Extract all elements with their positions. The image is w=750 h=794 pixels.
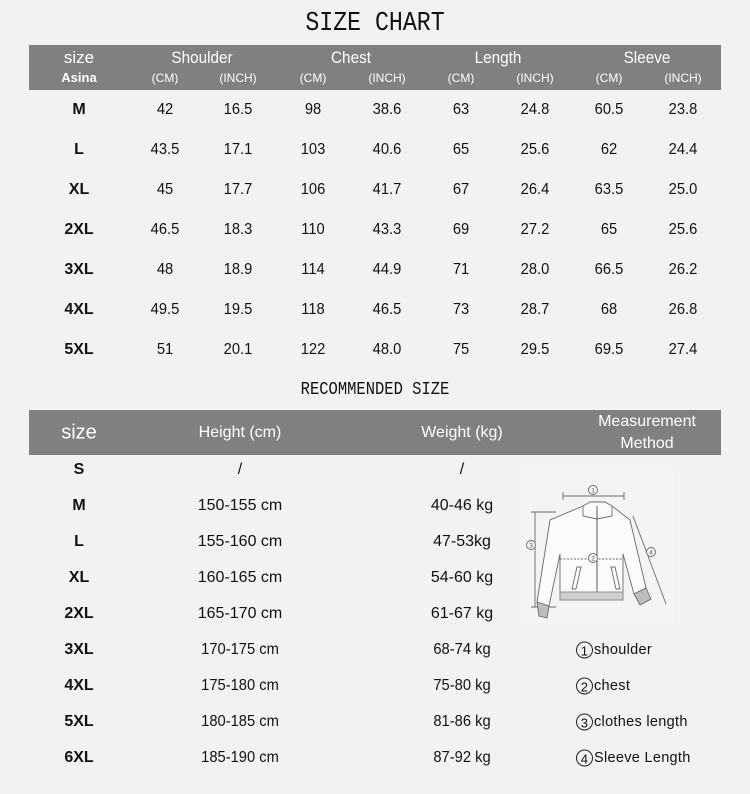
row-size: 4XL [64, 301, 94, 318]
cell-sleeve-inch: 26.8 [668, 301, 698, 318]
header-sleeve: Sleeve [623, 48, 671, 67]
cell-height: 180-185 cm [201, 713, 279, 730]
row-size: M [72, 497, 86, 514]
circled-number-2-icon: 2 [576, 678, 593, 695]
cell-chest-cm: 114 [301, 261, 325, 278]
legend-label: chest [594, 678, 631, 694]
cell-weight: 47-53kg [433, 533, 491, 550]
cell-sleeve-inch: 23.8 [668, 101, 698, 118]
cell-sleeve-cm: 60.5 [594, 101, 624, 118]
cell-weight: 40-46 kg [430, 497, 494, 514]
unit-shoulder-cm: (CM) [151, 71, 179, 85]
header-method-line1: Measurement [598, 413, 696, 430]
cell-sleeve-inch: 25.0 [668, 181, 698, 198]
header-length: Length [474, 48, 522, 67]
row-size: M [72, 101, 86, 118]
cell-shoulder-cm: 43.5 [150, 141, 180, 158]
header-brand: Asina [61, 70, 97, 85]
cell-weight: 68-74 kg [433, 641, 491, 658]
cell-sleeve-inch: 27.4 [668, 341, 698, 358]
cell-chest-inch: 48.0 [372, 341, 402, 358]
header-method-line2: Method [620, 435, 674, 452]
cell-height: / [237, 461, 243, 478]
cell-height: 185-190 cm [201, 749, 279, 766]
legend-label: shoulder [594, 642, 653, 658]
cell-chest-inch: 43.3 [372, 221, 402, 238]
header-size: size [63, 48, 95, 67]
cell-sleeve-cm: 69.5 [594, 341, 624, 358]
cell-length-cm: 63 [452, 101, 470, 118]
cell-length-inch: 25.6 [520, 141, 550, 158]
cell-height: 155-160 cm [197, 533, 283, 550]
row-size: 3XL [64, 261, 94, 278]
row-size: 2XL [64, 221, 94, 238]
row-size: 4XL [64, 677, 94, 694]
cell-chest-inch: 44.9 [372, 261, 402, 278]
cell-sleeve-cm: 68 [600, 301, 618, 318]
cell-chest-cm: 122 [300, 341, 326, 358]
row-size: S [73, 461, 85, 478]
cell-length-inch: 29.5 [520, 341, 550, 358]
cell-shoulder-inch: 16.5 [223, 101, 253, 118]
cell-sleeve-inch: 25.6 [668, 221, 698, 238]
cell-height: 160-165 cm [197, 569, 283, 586]
cell-chest-inch: 41.7 [372, 181, 402, 198]
cell-shoulder-inch: 20.1 [223, 341, 253, 358]
cell-height: 170-175 cm [201, 641, 279, 658]
legend-item-shoulder [576, 642, 652, 659]
jacket-measurement-diagram-icon [520, 470, 675, 625]
cell-chest-inch: 46.5 [372, 301, 402, 318]
svg-text:3: 3 [529, 542, 533, 550]
header-chest: Chest [331, 48, 371, 67]
svg-text:2: 2 [591, 555, 595, 563]
unit-shoulder-inch: (INCH) [219, 71, 257, 85]
legend-item-clothes-length [576, 714, 688, 731]
cell-shoulder-inch: 17.1 [223, 141, 253, 158]
unit-length-inch: (INCH) [516, 71, 554, 85]
cell-chest-inch: 40.6 [372, 141, 402, 158]
header-shoulder: Shoulder [171, 48, 233, 67]
svg-text:1: 1 [591, 487, 595, 495]
cell-shoulder-inch: 17.7 [223, 181, 253, 198]
cell-length-cm: 69 [452, 221, 470, 238]
unit-chest-inch: (INCH) [368, 71, 406, 85]
cell-sleeve-cm: 66.5 [594, 261, 624, 278]
cell-shoulder-inch: 18.9 [223, 261, 253, 278]
cell-shoulder-cm: 49.5 [150, 301, 180, 318]
cell-height: 165-170 cm [197, 605, 283, 622]
cell-sleeve-inch: 26.2 [668, 261, 698, 278]
recommended-size-title: RECOMMENDED SIZE [300, 380, 450, 400]
legend-label: Sleeve Length [594, 750, 691, 766]
cell-chest-inch: 38.6 [372, 101, 402, 118]
cell-weight: 54-60 kg [430, 569, 494, 586]
cell-weight: 87-92 kg [433, 749, 491, 766]
cell-weight: / [459, 461, 465, 478]
cell-chest-cm: 98 [304, 101, 322, 118]
row-size: XL [68, 569, 90, 586]
header-height: Height (cm) [198, 424, 282, 441]
cell-height: 175-180 cm [201, 677, 279, 694]
cell-sleeve-cm: 62 [600, 141, 618, 158]
cell-chest-cm: 103 [300, 141, 326, 158]
row-size: 5XL [64, 713, 94, 730]
unit-length-cm: (CM) [447, 71, 475, 85]
legend-item-chest [576, 678, 630, 695]
cell-shoulder-cm: 42 [156, 101, 174, 118]
legend-item-sleeve-length [576, 750, 691, 767]
circled-number-3-icon: 3 [576, 714, 593, 731]
row-size: 6XL [64, 749, 94, 766]
cell-shoulder-cm: 51 [156, 341, 174, 358]
cell-sleeve-inch: 24.4 [668, 141, 698, 158]
header-weight: Weight (kg) [421, 424, 503, 441]
cell-sleeve-cm: 65 [600, 221, 618, 238]
circled-number-1-icon: 1 [576, 642, 593, 659]
cell-chest-cm: 110 [301, 221, 325, 238]
cell-length-cm: 71 [452, 261, 470, 278]
cell-length-inch: 28.0 [520, 261, 550, 278]
cell-length-inch: 28.7 [520, 301, 550, 318]
cell-length-cm: 73 [452, 301, 470, 318]
circled-number-4-icon: 4 [576, 750, 593, 767]
cell-sleeve-cm: 63.5 [594, 181, 624, 198]
row-size: XL [68, 181, 90, 198]
row-size: L [74, 141, 84, 158]
svg-text:4: 4 [649, 549, 653, 557]
legend-label: clothes length [594, 714, 688, 730]
cell-length-cm: 65 [452, 141, 470, 158]
cell-shoulder-cm: 45 [156, 181, 174, 198]
unit-sleeve-cm: (CM) [595, 71, 623, 85]
size-chart-title: SIZE CHART [305, 9, 445, 39]
cell-length-inch: 26.4 [520, 181, 550, 198]
cell-shoulder-cm: 48 [156, 261, 174, 278]
header-size: size [61, 421, 97, 444]
cell-chest-cm: 106 [300, 181, 326, 198]
cell-length-cm: 67 [452, 181, 470, 198]
cell-length-cm: 75 [452, 341, 470, 358]
row-size: 2XL [64, 605, 94, 622]
cell-weight: 81-86 kg [433, 713, 491, 730]
row-size: 5XL [64, 341, 94, 358]
row-size: L [74, 533, 84, 550]
cell-shoulder-inch: 18.3 [223, 221, 253, 238]
cell-length-inch: 24.8 [520, 101, 550, 118]
cell-height: 150-155 cm [197, 497, 283, 514]
unit-sleeve-inch: (INCH) [664, 71, 702, 85]
cell-length-inch: 27.2 [520, 221, 550, 238]
cell-weight: 75-80 kg [433, 677, 491, 694]
cell-shoulder-inch: 19.5 [223, 301, 253, 318]
cell-shoulder-cm: 46.5 [150, 221, 180, 238]
cell-chest-cm: 118 [301, 301, 325, 318]
row-size: 3XL [64, 641, 94, 658]
unit-chest-cm: (CM) [299, 71, 327, 85]
cell-weight: 61-67 kg [430, 605, 494, 622]
